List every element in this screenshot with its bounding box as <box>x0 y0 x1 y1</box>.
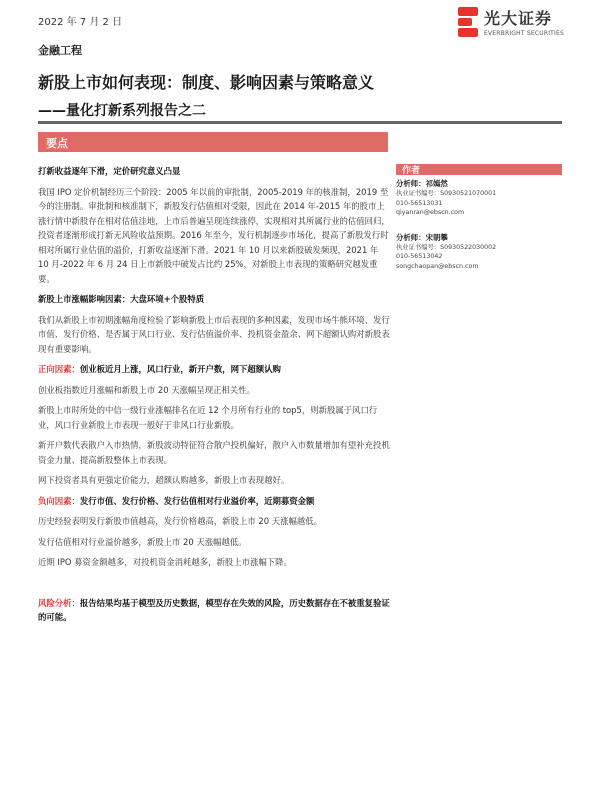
section-paragraph: 近期 IPO 募资金额越多，对投机资金消耗越多，新股上市涨幅下降。 <box>38 557 292 567</box>
logo-mark-icon <box>458 7 478 37</box>
analyst-phone: 010-56513042 <box>396 253 443 260</box>
section-paragraph: 历史经验表明发行新股市值越高，发行价格越高，新股上市 20 天涨幅越低。 <box>38 516 322 526</box>
negative-factors-text: 发行市值、发行价格、发行估值相对行业溢价率，近期募资金额 <box>79 495 315 506</box>
title-divider <box>38 121 562 124</box>
section-paragraph: 新开户数代表散户入市热情，新股波动特征符合散户投机偏好，散户入市数量增加有望补充投机资金力量、提高新股整体上市表现。 <box>38 440 390 465</box>
analyst-name: 分析师：宋朝攀 <box>396 232 448 242</box>
analyst-card <box>396 232 562 272</box>
section-paragraph: 创业板指数近月涨幅和新股上市 20 天涨幅呈现正相关性。 <box>38 384 255 395</box>
section-paragraph: 我们从新股上市初期涨幅角度检验了影响新股上市后表现的多种因素，发现市场牛熊环境、发行市值、发行价格、是否属于风口行业、发行估值溢价率、投机资金盈余、网下超额认购对新股表现有重要影响。 <box>38 314 390 354</box>
brand-logo <box>458 6 564 37</box>
section-heading: 打新收益逐年下滑，定价研究意义凸显 <box>38 166 181 176</box>
report-category: 金融工程 <box>38 44 82 57</box>
section-paragraph: 我国 IPO 定价机制经历三个阶段：2005 年以前的审批制，2005-2019 年的核准制，2019 至今的注册制。审批制和核准制下，新股发行估值相对受限，因此在 2014 年-2015 年的股市上涨行情中新股存在相对估值洼地，上市后普遍呈现连续涨停，实现相对其所属行业的估值回归，投资者逐渐形成打新无风险收益预期。2016 年至今，发行机制逐步市场化，提高了新股发行时相对所属行业估值的溢价，打新收益逐渐下滑。2021 年 10 月以来新股破发频现，2021 年 10 月-2022 年 6 月 24 日上市新股中破发占比约 25%，对新股上市表现的策略研究越发重要。 <box>38 186 390 284</box>
key-points-label: 要点 <box>46 137 68 150</box>
key-points-header <box>38 132 388 152</box>
analyst-phone: 010-56513031 <box>396 199 443 207</box>
positive-factors-heading <box>38 362 390 377</box>
logo-name-cn: 光大证券 <box>484 9 553 28</box>
author-sidebar <box>396 164 562 271</box>
author-header <box>396 164 562 175</box>
analyst-card <box>396 178 562 218</box>
section-paragraph: 发行估值相对行业溢价越多，新股上市 20 天涨幅越低。 <box>38 536 247 547</box>
positive-factors-text: 创业板近月上涨，风口行业，新开户数，网下超额认购 <box>79 364 281 374</box>
author-header-label: 作者 <box>402 166 421 176</box>
analyst-cert: 执业证书编号：S0930521070001 <box>396 190 497 197</box>
negative-factors-label: 负向因素： <box>38 495 80 506</box>
section-paragraph: 网下投资者具有更强定价能力，超额认购越多，新股上市表现越好。 <box>38 475 290 485</box>
report-subtitle: ——量化打新系列报告之二 <box>38 103 206 119</box>
analyst-name: 分析师：祁嫣然 <box>396 179 448 188</box>
analyst-email[interactable]: songchaopan@ebscn.com <box>396 262 479 270</box>
logo-name-en: EVERBRIGHT SECURITIES <box>484 30 564 37</box>
report-date: 2022 年 7 月 2 日 <box>38 17 123 28</box>
report-title: 新股上市如何表现：制度、影响因素与策略意义 <box>38 73 375 92</box>
positive-factors-label: 正向因素： <box>38 364 80 374</box>
section-paragraph: 新股上市时所处的中信一级行业涨幅排名在近 12 个月所有行业的 top5，则新股属于风口行业，风口行业新股上市表现一般好于非风口行业新股。 <box>38 405 378 430</box>
analyst-cert: 执业证书编号：S0930522030002 <box>396 243 497 251</box>
main-content <box>38 164 390 625</box>
section-heading: 新股上市涨幅影响因素：大盘环境+个股特质 <box>38 294 205 304</box>
risk-label: 风险分析： <box>38 597 80 608</box>
analyst-email[interactable]: qiyanran@ebscn.com <box>396 209 465 216</box>
risk-analysis <box>38 596 390 625</box>
risk-text: 报告结果均基于模型及历史数据，模型存在失效的风险，历史数据存在不被重复验证的可能。 <box>38 597 390 622</box>
negative-factors-heading <box>38 494 390 509</box>
